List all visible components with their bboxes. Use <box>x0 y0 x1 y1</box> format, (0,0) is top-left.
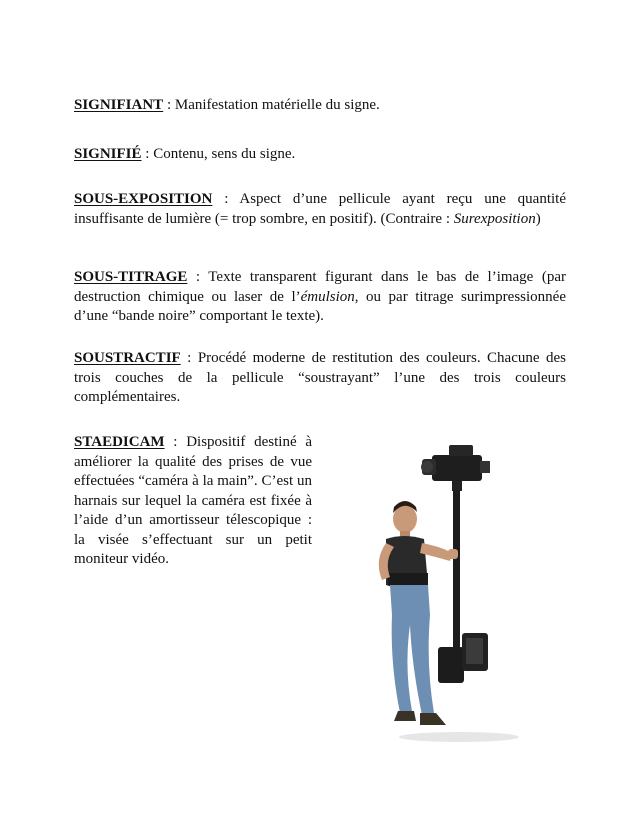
camera-icon <box>421 445 490 491</box>
entry-definition: Texte transparent figurant dans le bas de l’image (par destruction chimique ou laser de l’ <box>74 269 566 305</box>
entry-definition-tail: ) <box>535 210 541 227</box>
glossary-entry-staedicam <box>74 433 312 570</box>
entry-term: SOUS-TITRAGE <box>74 269 188 285</box>
entry-definition: Manifestation matérielle du signe. <box>174 97 380 113</box>
entry-separator: : <box>187 269 209 285</box>
glossary-entry-signifiant <box>74 96 566 116</box>
entry-separator: : <box>164 434 187 450</box>
steadicam-operator-illustration <box>364 435 544 745</box>
glossary-entry-sous-exposition <box>74 190 566 229</box>
entry-cross-reference: Surexposition <box>453 210 536 227</box>
entry-definition: Procédé moderne de restitution des couleurs. Chacune des trois couches de la pellicule “soustrayant” l’une des trois couleurs complémentaires. <box>74 350 567 405</box>
entry-definition: Dispositif destiné à améliorer la qualité des prises de vue effectuées “caméra à la main”. C’est un harnais sur lequel la caméra est fixée à l’aide d’un amortisseur télescopique : la visée s’effectuant sur un petit moniteur vidéo. <box>74 434 312 567</box>
entry-term: SOUS-EXPOSITION <box>74 191 213 207</box>
entry-term: SOUSTRACTIF <box>74 350 181 366</box>
entry-cross-reference: émulsion <box>300 288 355 305</box>
entry-definition: Aspect d’une pellicule ayant reçu une quantité insuffisante de lumière (= trop sombre, en positif). (Contraire : <box>74 191 566 227</box>
glossary-entry-signifie <box>74 145 566 165</box>
entry-separator: : <box>180 350 198 366</box>
entry-separator: : <box>163 97 175 113</box>
entry-separator: : <box>212 191 240 207</box>
entry-term: STAEDICAM <box>74 434 165 450</box>
entry-separator: : <box>141 146 154 162</box>
entry-definition-tail: , ou par titrage surimpressionnée d’une “bande noire” comportant le texte). <box>74 288 566 324</box>
entry-term: SIGNIFIÉ <box>74 146 142 162</box>
entry-definition: Contenu, sens du signe. <box>153 146 296 162</box>
entry-term: SIGNIFIANT <box>74 97 164 113</box>
glossary-entry-soustractif <box>74 349 566 408</box>
glossary-entry-sous-titrage <box>74 268 566 327</box>
